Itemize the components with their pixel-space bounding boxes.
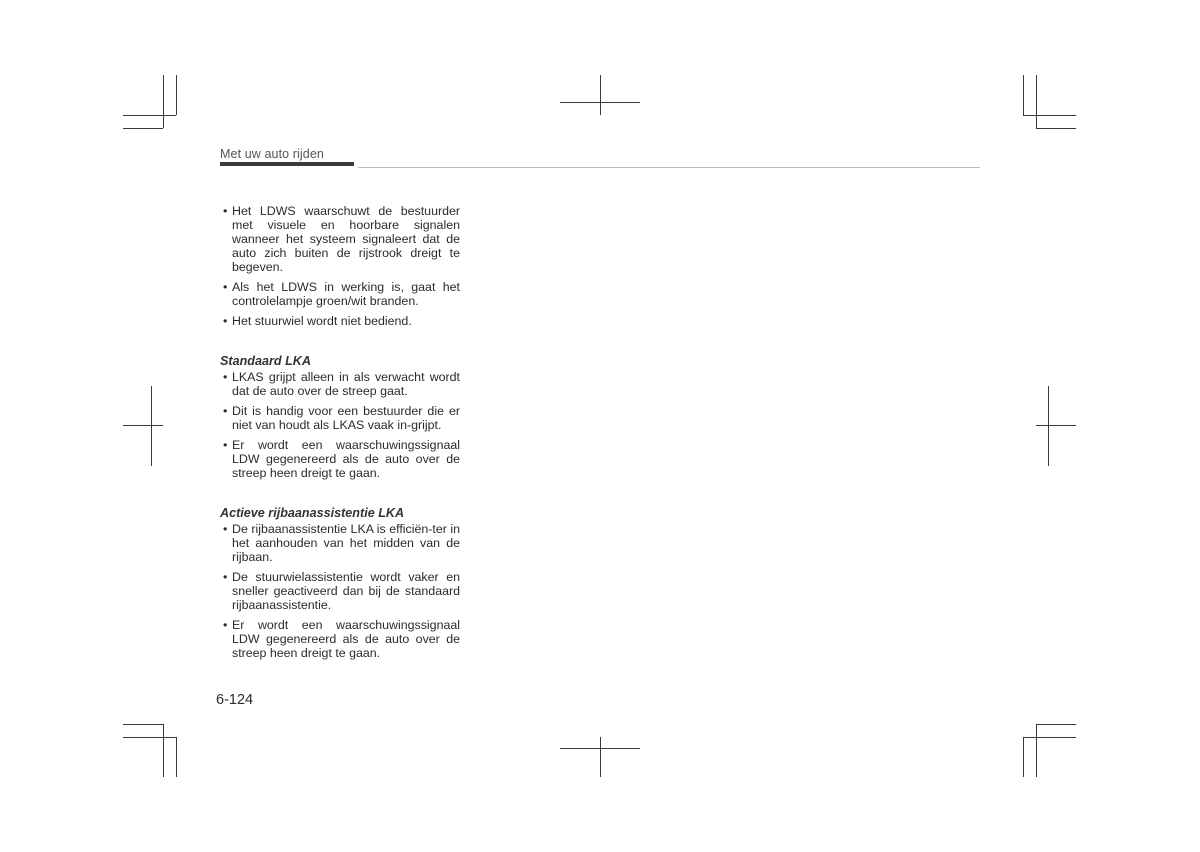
active-lka-bullet-list [220,522,460,660]
list-item: • Het stuurwiel wordt niet bediend. [223,314,412,328]
header-accent-bar [220,162,354,166]
list-item: • Dit is handig voor een bestuurder die er niet van houdt als LKAS vaak in-grijpt. [223,404,460,432]
header-rule [358,167,980,168]
list-item: • Het LDWS waarschuwt de bestuurder met visuele en hoorbare signalen wanneer het systeem signaleert dat de auto zich buiten de rijstrook dreigt te begeven. [223,204,460,274]
section-header-title: Met uw auto rijden [220,147,324,161]
list-item: • Er wordt een waarschuwingssignaal LDW gegenereerd als de auto over de streep heen dreigt te gaan. [223,438,460,480]
subheading-active-lka: Actieve rijbaanassistentie LKA [220,506,405,520]
standard-lka-bullet-list [220,370,460,480]
text-column [220,204,460,666]
intro-bullet-list [220,204,460,328]
list-item: • De stuurwielassistentie wordt vaker en sneller geactiveerd dan bij de standaard rijbaanassistentie. [223,570,460,612]
list-item: • Er wordt een waarschuwingssignaal LDW gegenereerd als de auto over de streep heen dreigt te gaan. [223,618,460,660]
subheading-standard-lka: Standaard LKA [220,354,311,368]
list-item: • De rijbaanassistentie LKA is efficiën-ter in het aanhouden van het midden van de rijbaan. [223,522,460,564]
list-item: • LKAS grijpt alleen in als verwacht wordt dat de auto over de streep gaat. [223,370,460,398]
list-item: • Als het LDWS in werking is, gaat het controlelampje groen/wit branden. [223,280,460,308]
page-number: 6-124 [216,692,254,708]
